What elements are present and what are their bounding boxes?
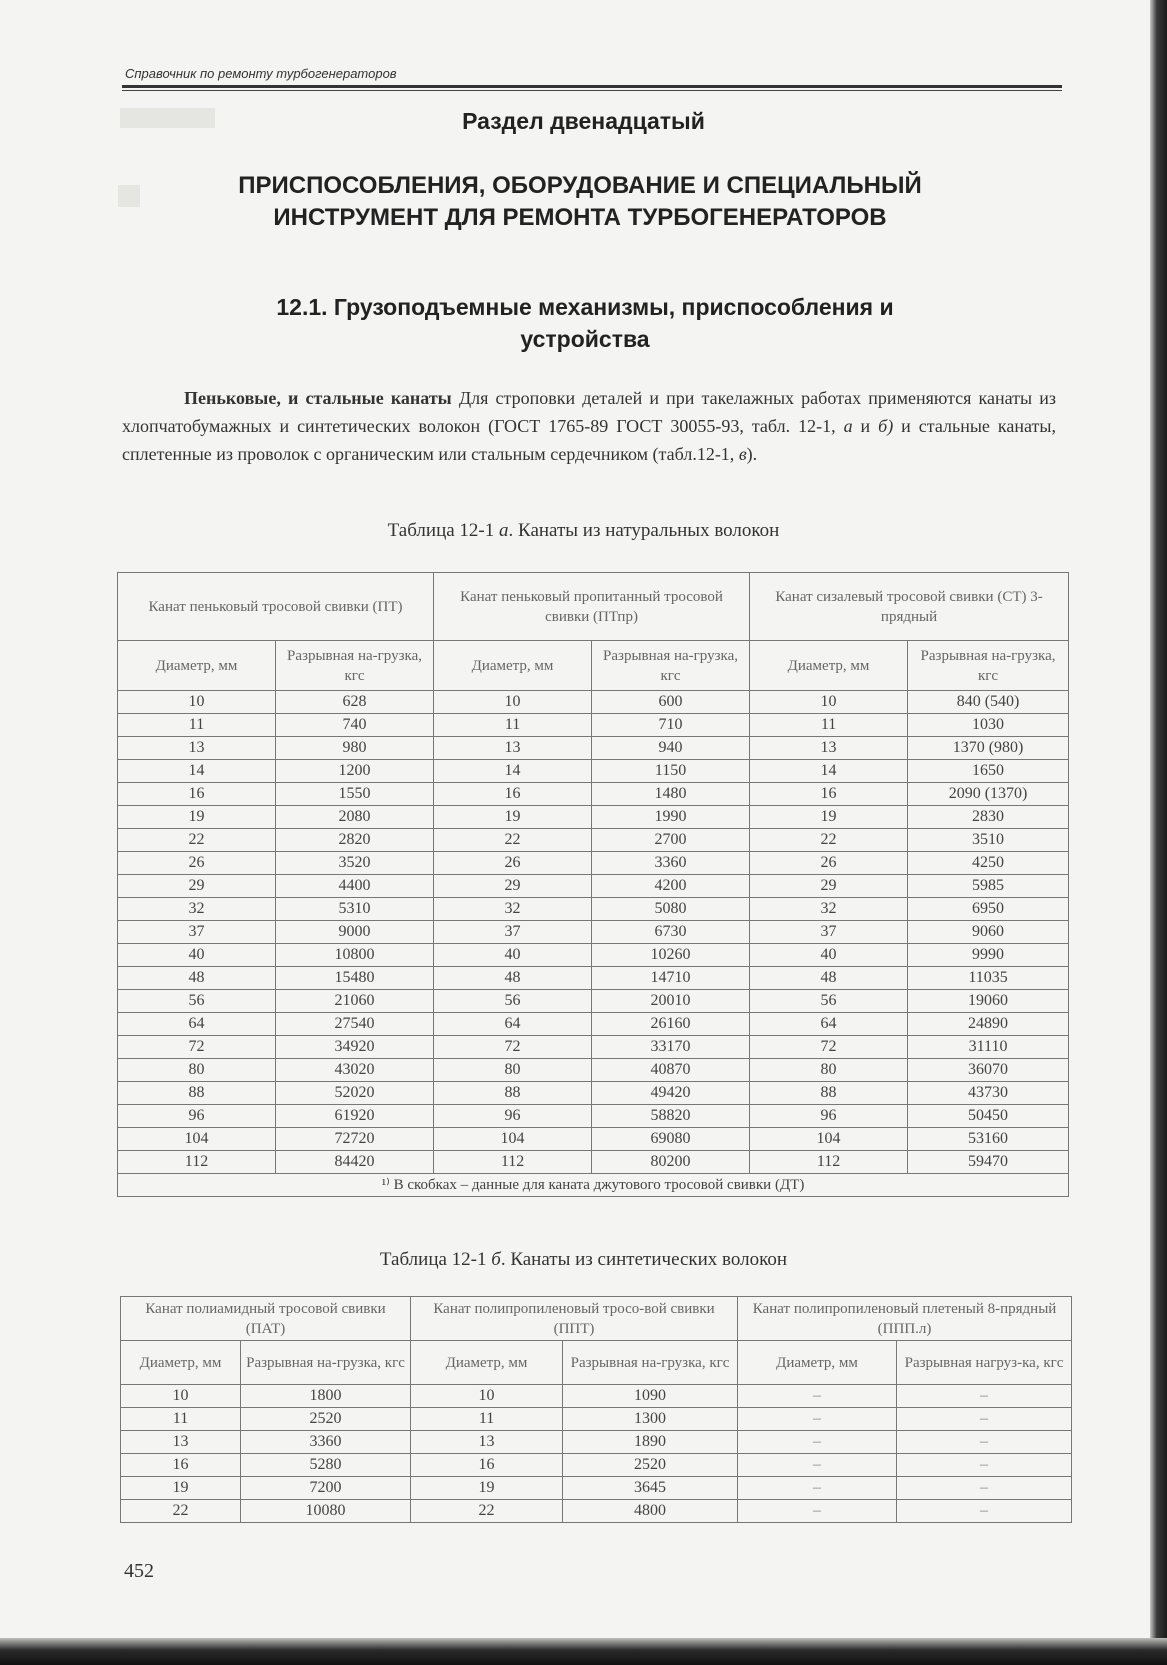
table-cell: 10260 (592, 944, 750, 967)
table-cell: 72 (434, 1036, 592, 1059)
section-title-line-2: ИНСТРУМЕНТ ДЛЯ РЕМОНТА ТУРБОГЕНЕРАТОРОВ (273, 204, 887, 231)
table-b-body (121, 1385, 1072, 1523)
table-cell: 2830 (908, 806, 1069, 829)
table-cell: 3360 (592, 852, 750, 875)
table-cell: 19 (434, 806, 592, 829)
table-row (118, 944, 1069, 967)
table-cell: 49420 (592, 1082, 750, 1105)
subsection-title (180, 291, 990, 355)
table-cell: 1550 (276, 783, 434, 806)
table-cell: 36070 (908, 1059, 1069, 1082)
table-cell: 34920 (276, 1036, 434, 1059)
table-cell: 3645 (563, 1477, 738, 1500)
table-cell: 104 (434, 1128, 592, 1151)
table-cell: 4400 (276, 875, 434, 898)
table-cell: 2080 (276, 806, 434, 829)
table-cell: 13 (434, 737, 592, 760)
table-cell: 11 (118, 714, 276, 737)
table-cell: 96 (118, 1105, 276, 1128)
section-title-line-1: ПРИСПОСОБЛЕНИЯ, ОБОРУДОВАНИЕ И СПЕЦИАЛЬНЫЙ (238, 172, 922, 199)
table-cell: 1300 (563, 1408, 738, 1431)
table-b (120, 1296, 1072, 1523)
table-cell: 1200 (276, 760, 434, 783)
paragraph-text-2: и (852, 416, 879, 436)
table-cell: 32 (118, 898, 276, 921)
table-cell: – (897, 1500, 1072, 1523)
table-a (117, 572, 1069, 1197)
table-a-column-header: Диаметр, мм (434, 641, 592, 691)
table-cell: 19 (750, 806, 908, 829)
table-cell: 48 (118, 967, 276, 990)
table-cell: 26 (118, 852, 276, 875)
table-b-column-header: Разрывная на-грузка, кгс (563, 1341, 738, 1385)
table-row (118, 1059, 1069, 1082)
table-cell: 64 (750, 1013, 908, 1036)
table-cell: 16 (121, 1454, 241, 1477)
table-row (118, 898, 1069, 921)
table-cell: 10 (750, 691, 908, 714)
table-cell: 21060 (276, 990, 434, 1013)
table-cell: 14 (434, 760, 592, 783)
table-cell: 20010 (592, 990, 750, 1013)
table-cell: 1030 (908, 714, 1069, 737)
table-b-group-header: Канат полипропиленовый тросо-вой свивки (ППТ) (411, 1297, 738, 1341)
table-cell: – (738, 1477, 897, 1500)
table-cell: 15480 (276, 967, 434, 990)
table-cell: 13 (121, 1431, 241, 1454)
table-b-column-header: Диаметр, мм (738, 1341, 897, 1385)
table-cell: 40 (434, 944, 592, 967)
table-row (121, 1477, 1072, 1500)
paragraph-text-3: и стальные канаты, сплетенные из проволок с органическим или стальным сердечником (табл.12-1, (122, 416, 1056, 464)
table-cell: 1480 (592, 783, 750, 806)
table-row (118, 691, 1069, 714)
table-row (121, 1500, 1072, 1523)
table-cell: 10 (118, 691, 276, 714)
table-cell: 88 (750, 1082, 908, 1105)
table-cell: 33170 (592, 1036, 750, 1059)
table-cell: 7200 (241, 1477, 411, 1500)
bleed-through-mark (118, 185, 140, 207)
table-cell: – (897, 1454, 1072, 1477)
table-cell: 11 (411, 1408, 563, 1431)
table-b-caption-suffix: . Канаты из синтетических волокон (500, 1249, 788, 1270)
table-cell: 5280 (241, 1454, 411, 1477)
table-b-column-header: Диаметр, мм (121, 1341, 241, 1385)
table-row (118, 1128, 1069, 1151)
table-cell: 3360 (241, 1431, 411, 1454)
table-cell: 5080 (592, 898, 750, 921)
table-cell: 26160 (592, 1013, 750, 1036)
table-cell: 96 (750, 1105, 908, 1128)
table-cell: 22 (411, 1500, 563, 1523)
table-cell: – (738, 1408, 897, 1431)
table-cell: 2090 (1370) (908, 783, 1069, 806)
table-cell: 40 (750, 944, 908, 967)
table-cell: – (897, 1477, 1072, 1500)
table-a-footnote: ¹⁾ В скобках – данные для каната джутового тросовой свивки (ДТ) (118, 1174, 1069, 1197)
table-cell: 32 (434, 898, 592, 921)
table-row (118, 852, 1069, 875)
body-paragraph (122, 384, 1056, 468)
table-cell: 10800 (276, 944, 434, 967)
table-cell: 9060 (908, 921, 1069, 944)
table-cell: 112 (750, 1151, 908, 1174)
table-cell: 4200 (592, 875, 750, 898)
table-cell: 22 (121, 1500, 241, 1523)
table-cell: 29 (434, 875, 592, 898)
table-a-column-header: Диаметр, мм (750, 641, 908, 691)
table-cell: 88 (118, 1082, 276, 1105)
table-cell: – (738, 1385, 897, 1408)
table-row (121, 1385, 1072, 1408)
table-cell: 13 (118, 737, 276, 760)
table-a-caption-letter: а (499, 520, 509, 541)
table-cell: 10080 (241, 1500, 411, 1523)
table-cell: 27540 (276, 1013, 434, 1036)
table-b-caption (0, 1249, 1167, 1271)
table-cell: – (738, 1431, 897, 1454)
table-cell: 53160 (908, 1128, 1069, 1151)
table-cell: 19060 (908, 990, 1069, 1013)
table-row (118, 714, 1069, 737)
table-cell: 14 (118, 760, 276, 783)
table-cell: – (897, 1408, 1072, 1431)
table-cell: 2820 (276, 829, 434, 852)
table-row (121, 1454, 1072, 1477)
table-cell: 19 (411, 1477, 563, 1500)
table-b-group-header: Канат полиамидный тросовой свивки (ПАТ) (121, 1297, 411, 1341)
table-cell: 32 (750, 898, 908, 921)
table-cell: 112 (434, 1151, 592, 1174)
page-number: 452 (124, 1560, 154, 1582)
table-cell: 43020 (276, 1059, 434, 1082)
table-row (118, 1151, 1069, 1174)
table-row (118, 806, 1069, 829)
table-cell: 22 (118, 829, 276, 852)
table-cell: 61920 (276, 1105, 434, 1128)
table-cell: 56 (750, 990, 908, 1013)
table-cell: 1090 (563, 1385, 738, 1408)
table-cell: – (897, 1385, 1072, 1408)
table-cell: – (897, 1431, 1072, 1454)
table-cell: 72 (118, 1036, 276, 1059)
table-row (118, 1082, 1069, 1105)
paragraph-ref-b: б) (878, 416, 894, 436)
table-cell: 56 (434, 990, 592, 1013)
table-row (121, 1408, 1072, 1431)
section-label: Раздел двенадцатый (462, 108, 705, 134)
table-cell: 84420 (276, 1151, 434, 1174)
table-cell: 840 (540) (908, 691, 1069, 714)
table-b-caption-prefix: Таблица 12-1 (379, 1249, 492, 1270)
table-cell: 59470 (908, 1151, 1069, 1174)
table-row (121, 1431, 1072, 1454)
table-cell: 5310 (276, 898, 434, 921)
table-cell: 2520 (563, 1454, 738, 1477)
table-cell: 29 (118, 875, 276, 898)
table-cell: 104 (118, 1128, 276, 1151)
table-cell: 72 (750, 1036, 908, 1059)
table-cell: 6730 (592, 921, 750, 944)
table-a-body (118, 691, 1069, 1174)
header-rule (122, 85, 1062, 91)
table-cell: 4250 (908, 852, 1069, 875)
paragraph-text: Для строповки деталей и при такелажных работах применяются канаты из хлопчатобумажных и синтетических волокон (ГОСТ 1765-89 ГОСТ 30055-93, табл. 12-1, (122, 388, 1057, 436)
table-cell: 37 (118, 921, 276, 944)
subsection-title-line-2: устройства (520, 326, 650, 352)
table-cell: 9000 (276, 921, 434, 944)
table-cell: 740 (276, 714, 434, 737)
table-cell: 11 (434, 714, 592, 737)
table-cell: 600 (592, 691, 750, 714)
table-cell: 37 (434, 921, 592, 944)
table-cell: 1370 (980) (908, 737, 1069, 760)
table-cell: 16 (434, 783, 592, 806)
table-cell: 48 (434, 967, 592, 990)
table-cell: 19 (118, 806, 276, 829)
paragraph-text-4: ). (746, 444, 758, 464)
table-cell: 48 (750, 967, 908, 990)
table-b-column-header: Разрывная на-грузка, кгс (241, 1341, 411, 1385)
table-cell: 31110 (908, 1036, 1069, 1059)
table-cell: 1890 (563, 1431, 738, 1454)
table-a-caption-suffix: . Канаты из натуральных волокон (508, 520, 780, 541)
table-cell: 64 (118, 1013, 276, 1036)
table-a-column-header: Разрывная на-грузка, кгс (276, 641, 434, 691)
table-cell: 1990 (592, 806, 750, 829)
table-cell: 40870 (592, 1059, 750, 1082)
table-cell: 43730 (908, 1082, 1069, 1105)
table-row (118, 1013, 1069, 1036)
table-a-group-header: Канат сизалевый тросовой свивки (СТ) 3-прядный (750, 573, 1069, 641)
table-row (118, 760, 1069, 783)
table-cell: 80 (434, 1059, 592, 1082)
table-cell: 40 (118, 944, 276, 967)
table-row (118, 990, 1069, 1013)
table-cell: 72720 (276, 1128, 434, 1151)
section-title (150, 170, 1010, 234)
table-cell: 3510 (908, 829, 1069, 852)
scan-edge-bottom (0, 1638, 1167, 1665)
table-cell: 10 (121, 1385, 241, 1408)
table-cell: 80200 (592, 1151, 750, 1174)
table-b-caption-letter: б (491, 1249, 501, 1270)
table-cell: 52020 (276, 1082, 434, 1105)
table-b-column-header: Диаметр, мм (411, 1341, 563, 1385)
table-row (118, 1105, 1069, 1128)
table-cell: 69080 (592, 1128, 750, 1151)
table-cell: 16 (411, 1454, 563, 1477)
table-cell: 940 (592, 737, 750, 760)
table-cell: – (738, 1500, 897, 1523)
table-cell: – (738, 1454, 897, 1477)
table-cell: 19 (121, 1477, 241, 1500)
table-cell: 64 (434, 1013, 592, 1036)
table-cell: 56 (118, 990, 276, 1013)
running-head: Справочник по ремонту турбогенераторов (125, 66, 397, 81)
table-cell: 88 (434, 1082, 592, 1105)
table-cell: 10 (411, 1385, 563, 1408)
table-cell: 29 (750, 875, 908, 898)
table-cell: 4800 (563, 1500, 738, 1523)
table-row (118, 1036, 1069, 1059)
table-a-column-header: Разрывная на-грузка, кгс (592, 641, 750, 691)
table-cell: 628 (276, 691, 434, 714)
table-cell: 50450 (908, 1105, 1069, 1128)
table-cell: 104 (750, 1128, 908, 1151)
table-a-caption (0, 520, 1167, 542)
table-cell: 1800 (241, 1385, 411, 1408)
table-row (118, 921, 1069, 944)
subsection-title-line-1: 12.1. Грузоподъемные механизмы, приспособления и (276, 294, 894, 320)
table-row (118, 783, 1069, 806)
table-cell: 1150 (592, 760, 750, 783)
table-row (118, 829, 1069, 852)
table-cell: 26 (434, 852, 592, 875)
table-cell: 11 (121, 1408, 241, 1431)
table-cell: 16 (118, 783, 276, 806)
paragraph-ref-v: в (738, 444, 747, 464)
table-cell: 1650 (908, 760, 1069, 783)
table-cell: 24890 (908, 1013, 1069, 1036)
table-cell: 710 (592, 714, 750, 737)
table-row (118, 875, 1069, 898)
table-cell: 14710 (592, 967, 750, 990)
table-a-caption-prefix: Таблица 12-1 (387, 520, 500, 541)
table-cell: 14 (750, 760, 908, 783)
table-cell: 6950 (908, 898, 1069, 921)
table-cell: 3520 (276, 852, 434, 875)
table-a-group-header: Канат пеньковый тросовой свивки (ПТ) (118, 573, 434, 641)
table-b-column-header: Разрывная нагруз-ка, кгс (897, 1341, 1072, 1385)
table-cell: 980 (276, 737, 434, 760)
table-row (118, 737, 1069, 760)
table-cell: 80 (750, 1059, 908, 1082)
table-cell: 112 (118, 1151, 276, 1174)
table-cell: 58820 (592, 1105, 750, 1128)
table-cell: 5985 (908, 875, 1069, 898)
table-cell: 13 (411, 1431, 563, 1454)
table-cell: 22 (434, 829, 592, 852)
paragraph-lead: Пеньковые, и стальные канаты (184, 388, 452, 408)
table-cell: 2520 (241, 1408, 411, 1431)
table-cell: 96 (434, 1105, 592, 1128)
table-cell: 11035 (908, 967, 1069, 990)
paragraph-ref-a: а (843, 416, 853, 436)
table-row (118, 967, 1069, 990)
table-cell: 13 (750, 737, 908, 760)
table-cell: 26 (750, 852, 908, 875)
table-a-column-header: Разрывная на-грузка, кгс (908, 641, 1069, 691)
table-cell: 11 (750, 714, 908, 737)
table-b-group-header: Канат полипропиленовый плетеный 8-прядный (ППП.л) (738, 1297, 1072, 1341)
table-cell: 10 (434, 691, 592, 714)
table-cell: 16 (750, 783, 908, 806)
table-a-group-header: Канат пеньковый пропитанный тросовой свивки (ПТпр) (434, 573, 750, 641)
scan-edge-right (1150, 0, 1167, 1665)
table-a-column-header: Диаметр, мм (118, 641, 276, 691)
table-cell: 37 (750, 921, 908, 944)
table-cell: 80 (118, 1059, 276, 1082)
table-cell: 22 (750, 829, 908, 852)
table-cell: 2700 (592, 829, 750, 852)
table-cell: 9990 (908, 944, 1069, 967)
